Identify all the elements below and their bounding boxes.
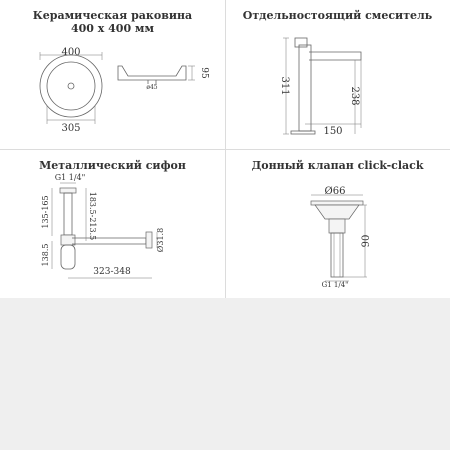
drain-outline — [311, 201, 363, 277]
faucet-total-height-label: 311 — [279, 76, 290, 96]
faucet-spout-height-dimension — [349, 60, 360, 134]
siphon-title: Металлический сифон — [39, 159, 186, 172]
siphon-thread-dimension — [55, 173, 86, 183]
sink-inner-label: 305 — [61, 123, 81, 134]
faucet-panel — [225, 0, 450, 149]
siphon-bottom-label: 138.5 — [41, 243, 50, 267]
sink-side-view — [118, 66, 209, 91]
drain-panel — [225, 150, 450, 299]
siphon-length-dimension — [68, 267, 152, 278]
siphon-pipe-dimension — [156, 228, 165, 252]
siphon-pipe-label: Ø31.8 — [156, 227, 165, 253]
drain-thread-label: G1 1/4" — [321, 281, 349, 289]
drain-thread-dimension — [322, 281, 349, 289]
sink-drawing — [0, 0, 225, 149]
siphon-mid-label: 183.5-213.5 — [88, 191, 97, 241]
siphon-bottom-dimension — [41, 241, 52, 269]
faucet-spout-height-label: 238 — [349, 86, 360, 106]
sink-top-view — [40, 55, 102, 117]
siphon-adjust-dimension — [41, 188, 52, 236]
drain-height-label: 90 — [361, 234, 372, 248]
drain-title: Донный клапан click-clack — [251, 159, 424, 172]
siphon-mid-dimension — [86, 188, 97, 241]
faucet-title: Отдельностоящий смеситель — [242, 9, 433, 22]
faucet-drawing — [225, 0, 450, 149]
sink-panel — [0, 0, 225, 149]
sink-title: Керамическая раковина — [32, 9, 193, 22]
drain-diameter-dimension — [311, 186, 363, 197]
siphon-drawing — [0, 150, 225, 299]
siphon-thread-label: G1 1/4" — [54, 173, 86, 182]
sink-outer-dimension — [40, 47, 102, 60]
sink-outer-label: 400 — [61, 47, 81, 58]
sink-height-label: 95 — [199, 67, 209, 79]
siphon-adjust-label: 135-165 — [41, 195, 50, 229]
faucet-total-height-dimension — [279, 38, 290, 134]
sink-size: 400 х 400 мм — [70, 22, 155, 35]
sink-drain-label: ø45 — [146, 84, 158, 91]
siphon-panel — [0, 150, 225, 299]
faucet-spout-length-label: 150 — [323, 126, 343, 137]
drain-diameter-label: Ø66 — [324, 186, 346, 197]
drain-drawing — [225, 150, 450, 299]
siphon-length-label: 323-348 — [93, 267, 131, 277]
siphon-outline — [60, 188, 152, 269]
